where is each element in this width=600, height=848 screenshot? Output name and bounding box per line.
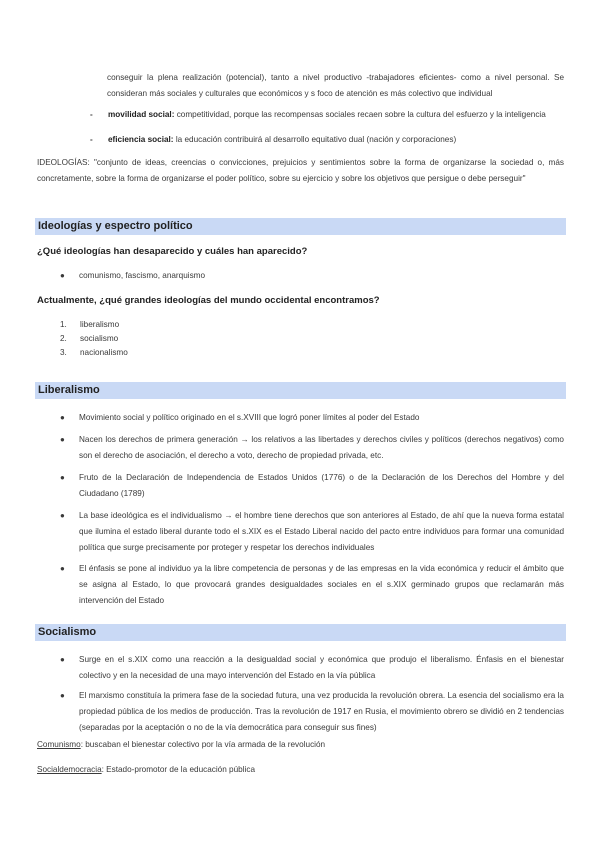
section-header-ideologias xyxy=(35,218,566,235)
question-heading: ¿Qué ideologías han desaparecido y cuáles han aparecido? xyxy=(37,246,308,257)
bullet-icon: ● xyxy=(60,564,65,573)
bullet-text: comunismo, fascismo, anarquismo xyxy=(79,271,206,280)
bullet-icon: ● xyxy=(60,271,65,280)
item-text: nacionalismo xyxy=(80,348,128,357)
bullet-text: Fruto de la Declaración de Independencia de Estados Unidos (1776) o de la Declaración de los Derechos del Hombre y del Ciudadano (1789) xyxy=(79,473,564,498)
bullet-icon: ● xyxy=(60,413,65,422)
bullet-text: Surge en el s.XIX como una reacción a la desigualdad social y económica que produjo el liberalismo. Énfasis en el bienestar colectivo y en la necesidad de una mayo intervención del Estado en la vía pública xyxy=(79,655,564,680)
item-text: liberalismo xyxy=(80,320,120,329)
term-text: competitividad, porque las recompensas sociales recaen sobre la cultura del esfuerzo y la inteligencia xyxy=(174,110,546,119)
bullet-text: La base ideológica es el individualismo → el hombre tiene derechos que son anteriores al Estado, de ahí que la nueva forma estatal que ilumina el estado liberal durante todo el s.XIX es el Estado Liberal nacido del pacto entre individuos para formar una comunidad política que surge precisamente por proteger y respetar los derechos individuales xyxy=(79,511,564,552)
section-title: Liberalismo xyxy=(38,384,100,396)
dash-marker: - xyxy=(90,135,93,144)
bullet-icon: ● xyxy=(60,511,65,520)
term-text: la educación contribuirá al desarrollo equitativo dual (nación y corporaciones) xyxy=(173,135,457,144)
comunismo-text: : buscaban el bienestar colectivo por la vía armada de la revolución xyxy=(80,740,326,749)
intro-paragraph: conseguir la plena realización (potencial), tanto a nivel productivo -trabajadores eficientes- como a nivel personal. Se consideran más sociales y culturales que económicos y s foco de atención es más colectivo que individual xyxy=(107,73,564,98)
bullet-icon: ● xyxy=(60,435,65,444)
section-title: Ideologías y espectro político xyxy=(38,220,193,232)
section-header-socialismo xyxy=(35,624,566,641)
bullet-text: Nacen los derechos de primera generación → los relativos a las libertades y derechos civiles y políticos (derechos negativos) como son el derecho de asociación, el derecho a voto, derecho de propiedad privada, etc. xyxy=(79,435,564,460)
bullet-text: Movimiento social y político originado en el s.XVIII que logró poner límites al poder del Estado xyxy=(79,413,420,422)
socialdemocracia-line xyxy=(37,765,255,774)
section-title: Socialismo xyxy=(38,626,97,638)
bullet-icon: ● xyxy=(60,691,65,700)
bullet-text: El marxismo constituía la primera fase de la sociedad futura, una vez producida la revolución obrera. La esencia del socialismo era la propiedad pública de los medios de producción. Tras la revolución de 1917 en Rusia, el movimiento obrero se dividió en 2 tendencias (separadas por la aceptación o no de la vía democrática para conseguir sus fines) xyxy=(79,691,564,732)
item-number: 3. xyxy=(60,348,67,357)
item-text: socialismo xyxy=(80,334,119,343)
section-header-liberalismo xyxy=(35,382,566,399)
term-label: movilidad social: xyxy=(108,110,175,119)
bullet-icon: ● xyxy=(60,473,65,482)
bullet-icon: ● xyxy=(60,655,65,664)
item-number: 2. xyxy=(60,334,67,343)
comunismo-term: Comunismo xyxy=(37,740,81,749)
socialdemocracia-term: Socialdemocracia xyxy=(37,765,102,774)
term-label: eficiencia social: xyxy=(108,135,174,144)
comunismo-line xyxy=(37,740,325,749)
item-number: 1. xyxy=(60,320,67,329)
bullet-text: El énfasis se pone al individuo ya la libre competencia de personas y de las empresas en la vida económica y reducir el ámbito que se asigna al Estado, lo que provocará grandes desigualdades sociales en el s.XIX germinado grupos que reclamarán más intervención del Estado xyxy=(79,564,564,605)
dash-marker: - xyxy=(90,110,93,119)
question-heading: Actualmente, ¿qué grandes ideologías del mundo occidental encontramos? xyxy=(37,295,380,306)
definition-paragraph: IDEOLOGÍAS: "conjunto de ideas, creencias o convicciones, prejuicios y sentimientos sobre la forma de organizarse la sociedad o, más concretamente, sobre la forma de organizarse el poder político, sobre su ejercicio y sobre los objetivos que persigue o debe perseguir" xyxy=(37,158,564,183)
socialdemocracia-text: : Estado-promotor de la educación pública xyxy=(101,765,256,774)
